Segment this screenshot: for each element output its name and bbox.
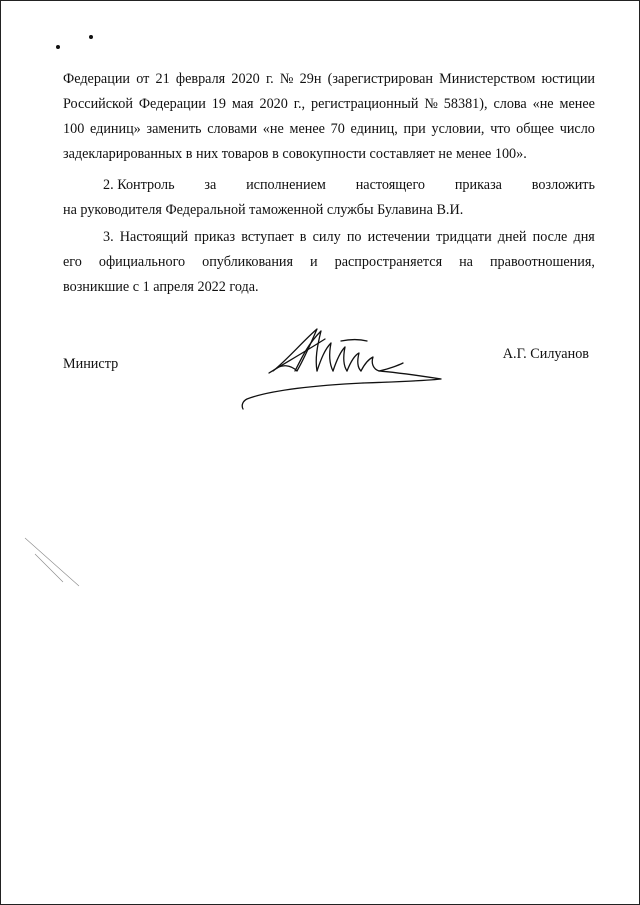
word: дня: [573, 229, 595, 245]
word: при: [403, 121, 426, 137]
paragraph-1: [63, 67, 595, 167]
word: г.,: [293, 96, 306, 112]
word: юстиции: [541, 71, 595, 87]
word: его: [63, 254, 82, 270]
paragraph-3-line-1: [63, 225, 595, 250]
word: 29н: [299, 71, 322, 87]
scan-speck: [56, 45, 60, 49]
word: за: [204, 177, 217, 193]
word: менее: [559, 96, 595, 112]
word: (зарегистрирован: [327, 71, 433, 87]
word: что: [490, 121, 511, 137]
word: г.: [265, 71, 274, 87]
word: Настоящий: [119, 229, 189, 245]
word: распространяется: [334, 254, 443, 270]
word: вступает: [241, 229, 294, 245]
word: тридцати: [436, 229, 492, 245]
scan-artifact-lines: [23, 536, 83, 591]
word: на: [459, 254, 473, 270]
word: в: [299, 229, 307, 245]
word: Федерации: [138, 96, 206, 112]
word: 100: [63, 121, 85, 137]
word: приказ: [194, 229, 236, 245]
paragraph-3-line-3: возникшие с 1 апреля 2022 года.: [63, 279, 259, 295]
word: 2020: [259, 96, 288, 112]
word: 2. Контроль: [103, 177, 175, 193]
word: №: [424, 96, 438, 112]
word: 19: [211, 96, 226, 112]
word: единиц,: [350, 121, 398, 137]
word: по: [346, 229, 362, 245]
word: 3.: [103, 229, 114, 245]
word: дней: [497, 229, 527, 245]
word: 70: [330, 121, 345, 137]
word: приказа: [454, 177, 502, 193]
word: настоящего: [355, 177, 426, 193]
paragraph-1-line: [63, 67, 595, 92]
word: Министерством: [439, 71, 536, 87]
word: единиц»: [89, 121, 141, 137]
word: мая: [231, 96, 254, 112]
word: правоотношения,: [489, 254, 595, 270]
word: истечении: [367, 229, 430, 245]
paragraph-2-line-1: [63, 173, 595, 198]
paragraph-1-line: [63, 92, 595, 117]
word: число: [559, 121, 595, 137]
word: менее: [289, 121, 325, 137]
paragraph-2-line-2: на руководителя Федеральной таможенной службы Булавина В.И.: [63, 202, 464, 218]
word: регистрационный: [310, 96, 419, 112]
signatory-name: А.Г. Силуанов: [502, 346, 589, 362]
word: 2020: [231, 71, 260, 87]
word: общее: [516, 121, 554, 137]
paragraph-3-line-2: [63, 250, 595, 275]
word: силу: [312, 229, 341, 245]
word: словами: [207, 121, 258, 137]
paragraph-3: [63, 225, 595, 300]
word: февраля: [175, 71, 226, 87]
word: слова: [493, 96, 527, 112]
word: официального: [98, 254, 186, 270]
word: исполнением: [246, 177, 326, 193]
word: №: [279, 71, 294, 87]
word: Федерации: [63, 71, 131, 87]
word: и: [310, 254, 318, 270]
word: после: [532, 229, 568, 245]
word: от: [136, 71, 150, 87]
word: 21: [155, 71, 170, 87]
word: Российской: [63, 96, 133, 112]
word: 58381),: [443, 96, 488, 112]
signatory-title: Министр: [63, 356, 119, 372]
word: опубликования: [202, 254, 294, 270]
paragraph-1-line: задекларированных в них товаров в совокупности составляет не менее 100».: [63, 146, 527, 162]
scan-speck: [89, 35, 93, 39]
word: возложить: [531, 177, 595, 193]
word: заменить: [146, 121, 202, 137]
word: условии,: [431, 121, 485, 137]
word: «не: [532, 96, 554, 112]
word: «не: [262, 121, 284, 137]
handwritten-signature: [233, 319, 453, 414]
paragraph-1-line: [63, 117, 595, 142]
paragraph-2: [63, 173, 595, 223]
